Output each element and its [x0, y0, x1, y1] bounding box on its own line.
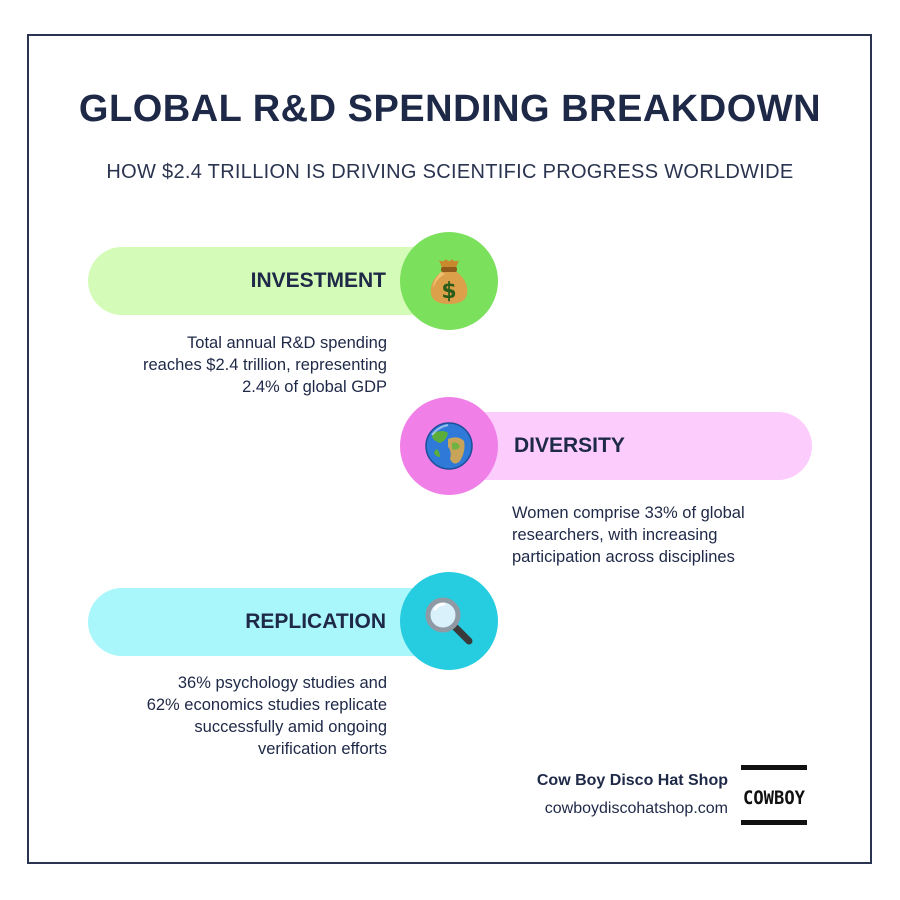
replication-desc-line: 62% economics studies replicate	[146, 696, 387, 714]
money-bag-icon	[427, 256, 471, 306]
diversity-desc-line: researchers, with increasing	[512, 526, 718, 544]
replication-desc-line: 36% psychology studies and	[177, 674, 387, 692]
magnifying-glass-icon	[423, 595, 475, 647]
diversity-circle	[400, 397, 498, 495]
diversity-label: DIVERSITY	[514, 434, 625, 457]
svg-text:$: $	[441, 279, 457, 304]
investment-description	[88, 332, 387, 398]
replication-description	[88, 672, 387, 760]
page-title: GLOBAL R&D SPENDING BREAKDOWN	[78, 88, 822, 130]
replication-label: REPLICATION	[245, 610, 386, 633]
diversity-desc-line: participation across disciplines	[512, 548, 735, 566]
brand-website-link[interactable]: cowboydiscohatshop.com	[544, 800, 728, 817]
brand-name: Cow Boy Disco Hat Shop	[536, 772, 728, 789]
investment-desc-line: 2.4% of global GDP	[242, 378, 387, 396]
cowboy-logo	[741, 765, 807, 825]
investment-pill	[88, 247, 428, 315]
globe-icon	[424, 421, 474, 471]
diversity-description	[512, 502, 812, 568]
investment-desc-line: Total annual R&D spending	[187, 334, 387, 352]
replication-pill	[88, 588, 428, 656]
diversity-desc-line: Women comprise 33% of global	[512, 504, 745, 522]
investment-circle	[400, 232, 498, 330]
diversity-pill	[470, 412, 812, 480]
replication-desc-line: successfully amid ongoing	[194, 718, 387, 736]
page-subtitle: HOW $2.4 TRILLION IS DRIVING SCIENTIFIC PROGRESS WORLDWIDE	[106, 161, 794, 183]
replication-desc-line: verification efforts	[257, 740, 387, 758]
replication-circle	[400, 572, 498, 670]
investment-label: INVESTMENT	[250, 269, 386, 292]
logo-text: COWBOY	[743, 787, 806, 809]
investment-desc-line: reaches $2.4 trillion, representing	[143, 356, 387, 374]
